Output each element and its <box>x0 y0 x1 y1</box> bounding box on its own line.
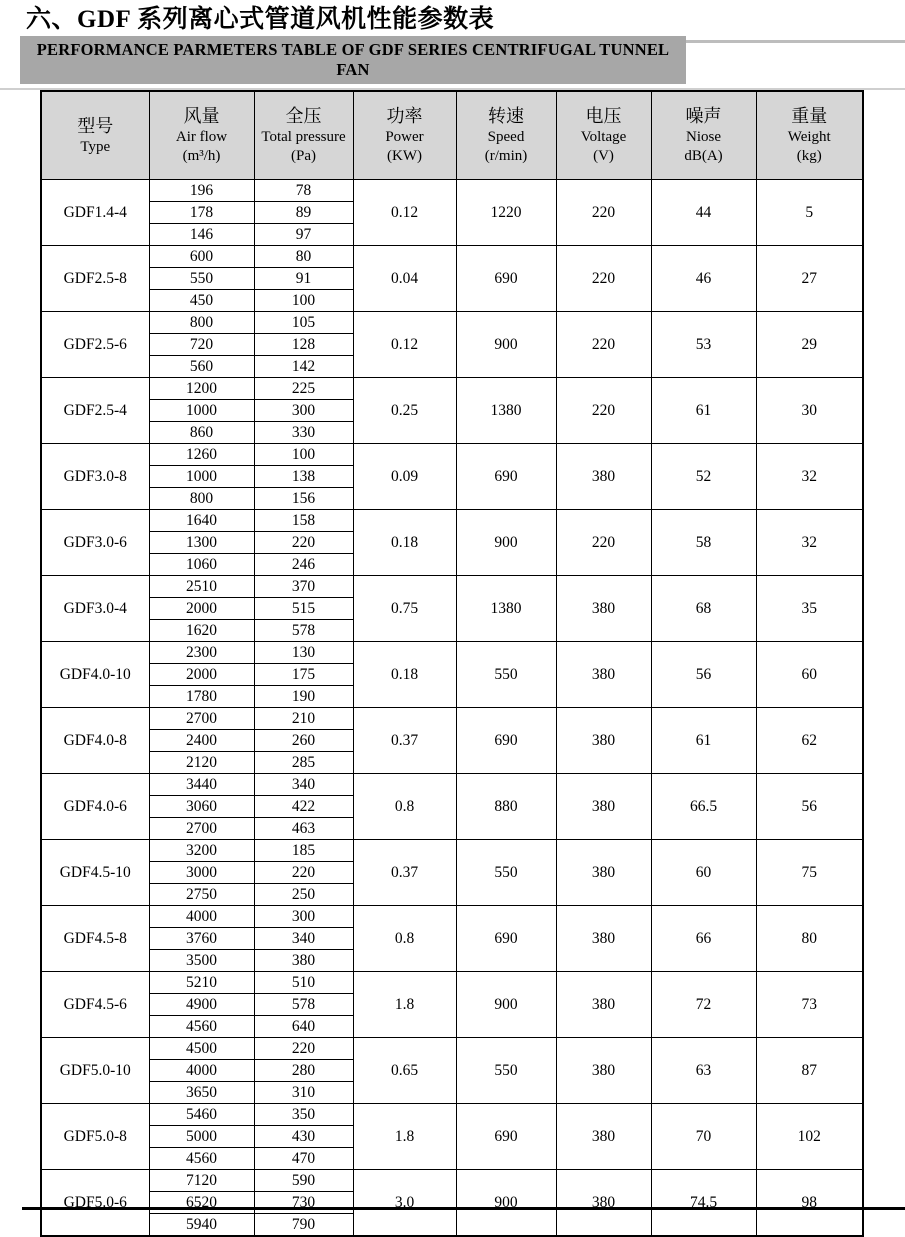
power-cell: 0.8 <box>353 774 456 840</box>
weight-cell: 102 <box>756 1104 863 1170</box>
pressure-cell: 130 <box>254 642 353 664</box>
speed-cell: 900 <box>456 972 556 1038</box>
pressure-cell: 142 <box>254 356 353 378</box>
col-header-noise-en: Niose <box>686 129 721 145</box>
voltage-cell: 380 <box>556 906 651 972</box>
airflow-cell: 1000 <box>149 400 254 422</box>
pressure-cell: 158 <box>254 510 353 532</box>
voltage-cell: 380 <box>556 774 651 840</box>
weight-cell: 5 <box>756 180 863 246</box>
pressure-cell: 190 <box>254 686 353 708</box>
model-cell: GDF4.0-6 <box>41 774 149 840</box>
airflow-cell: 2700 <box>149 818 254 840</box>
power-cell: 0.37 <box>353 840 456 906</box>
pressure-cell: 210 <box>254 708 353 730</box>
voltage-cell: 220 <box>556 378 651 444</box>
airflow-cell: 2400 <box>149 730 254 752</box>
airflow-cell: 1780 <box>149 686 254 708</box>
table-body <box>41 180 863 1237</box>
pressure-cell: 463 <box>254 818 353 840</box>
pressure-cell: 790 <box>254 1214 353 1237</box>
noise-cell: 46 <box>651 246 756 312</box>
speed-cell: 900 <box>456 312 556 378</box>
model-cell: GDF2.5-4 <box>41 378 149 444</box>
airflow-cell: 3060 <box>149 796 254 818</box>
table-row <box>41 246 863 268</box>
power-cell: 0.12 <box>353 312 456 378</box>
col-header-voltage-cn: 电压 <box>585 106 622 126</box>
noise-cell: 72 <box>651 972 756 1038</box>
airflow-cell: 196 <box>149 180 254 202</box>
col-header-pressure-cn: 全压 <box>285 106 322 126</box>
voltage-cell: 380 <box>556 1038 651 1104</box>
pressure-cell: 350 <box>254 1104 353 1126</box>
weight-cell: 87 <box>756 1038 863 1104</box>
airflow-cell: 800 <box>149 488 254 510</box>
model-cell: GDF4.0-10 <box>41 642 149 708</box>
col-header-noise <box>651 91 756 180</box>
airflow-cell: 1000 <box>149 466 254 488</box>
model-cell: GDF4.5-10 <box>41 840 149 906</box>
airflow-cell: 1300 <box>149 532 254 554</box>
model-cell: GDF3.0-4 <box>41 576 149 642</box>
pressure-cell: 105 <box>254 312 353 334</box>
voltage-cell: 380 <box>556 972 651 1038</box>
col-header-pressure-unit: (Pa) <box>291 148 316 164</box>
model-cell: GDF2.5-6 <box>41 312 149 378</box>
voltage-cell: 380 <box>556 1170 651 1237</box>
col-header-noise-cn: 噪声 <box>685 106 722 126</box>
col-header-noise-unit: dB(A) <box>684 148 723 164</box>
weight-cell: 75 <box>756 840 863 906</box>
col-header-type <box>41 91 149 180</box>
col-header-voltage-en: Voltage <box>580 129 627 145</box>
speed-cell: 550 <box>456 840 556 906</box>
airflow-cell: 1620 <box>149 620 254 642</box>
noise-cell: 44 <box>651 180 756 246</box>
voltage-cell: 220 <box>556 246 651 312</box>
airflow-cell: 4560 <box>149 1148 254 1170</box>
col-header-pressure-en: Total pressure <box>261 129 346 145</box>
col-header-power-cn: 功率 <box>386 106 423 126</box>
voltage-cell: 380 <box>556 708 651 774</box>
table-row <box>41 180 863 202</box>
pressure-cell: 128 <box>254 334 353 356</box>
pressure-cell: 590 <box>254 1170 353 1192</box>
pressure-cell: 510 <box>254 972 353 994</box>
voltage-cell: 220 <box>556 180 651 246</box>
col-header-type-cn: 型号 <box>77 115 114 136</box>
banner-row <box>20 36 905 84</box>
pressure-cell: 370 <box>254 576 353 598</box>
col-header-weight <box>756 91 863 180</box>
airflow-cell: 6520 <box>149 1192 254 1214</box>
col-header-speed-cn: 转速 <box>488 106 524 126</box>
speed-cell: 1380 <box>456 378 556 444</box>
col-header-airflow-cn: 风量 <box>183 106 220 126</box>
airflow-cell: 3500 <box>149 950 254 972</box>
airflow-cell: 4000 <box>149 1060 254 1082</box>
table-row <box>41 1170 863 1192</box>
col-header-weight-en: Weight <box>787 129 831 145</box>
speed-cell: 690 <box>456 246 556 312</box>
pressure-cell: 78 <box>254 180 353 202</box>
airflow-cell: 4000 <box>149 906 254 928</box>
table-row <box>41 576 863 598</box>
col-header-airflow-en: Air flow <box>175 129 228 145</box>
noise-cell: 52 <box>651 444 756 510</box>
model-cell: GDF4.5-6 <box>41 972 149 1038</box>
power-cell: 0.65 <box>353 1038 456 1104</box>
airflow-cell: 1640 <box>149 510 254 532</box>
speed-cell: 900 <box>456 1170 556 1237</box>
speed-cell: 690 <box>456 444 556 510</box>
pressure-cell: 175 <box>254 664 353 686</box>
table-row <box>41 312 863 334</box>
noise-cell: 74.5 <box>651 1170 756 1237</box>
airflow-cell: 5210 <box>149 972 254 994</box>
airflow-cell: 800 <box>149 312 254 334</box>
table-row <box>41 840 863 862</box>
airflow-cell: 720 <box>149 334 254 356</box>
pressure-cell: 340 <box>254 774 353 796</box>
speed-cell: 1220 <box>456 180 556 246</box>
power-cell: 0.18 <box>353 642 456 708</box>
pressure-cell: 310 <box>254 1082 353 1104</box>
weight-cell: 98 <box>756 1170 863 1237</box>
power-cell: 0.09 <box>353 444 456 510</box>
airflow-cell: 3760 <box>149 928 254 950</box>
power-cell: 0.04 <box>353 246 456 312</box>
table-row <box>41 510 863 532</box>
airflow-cell: 4500 <box>149 1038 254 1060</box>
speed-cell: 690 <box>456 906 556 972</box>
airflow-cell: 2510 <box>149 576 254 598</box>
noise-cell: 66.5 <box>651 774 756 840</box>
airflow-cell: 2700 <box>149 708 254 730</box>
airflow-cell: 5000 <box>149 1126 254 1148</box>
pressure-cell: 300 <box>254 400 353 422</box>
airflow-cell: 2000 <box>149 664 254 686</box>
noise-cell: 61 <box>651 708 756 774</box>
table-row <box>41 444 863 466</box>
model-cell: GDF4.5-8 <box>41 906 149 972</box>
pressure-cell: 260 <box>254 730 353 752</box>
model-cell: GDF5.0-8 <box>41 1104 149 1170</box>
power-cell: 0.8 <box>353 906 456 972</box>
noise-cell: 68 <box>651 576 756 642</box>
pressure-cell: 89 <box>254 202 353 224</box>
airflow-cell: 3200 <box>149 840 254 862</box>
pressure-cell: 225 <box>254 378 353 400</box>
pressure-cell: 156 <box>254 488 353 510</box>
pressure-cell: 220 <box>254 862 353 884</box>
model-cell: GDF1.4-4 <box>41 180 149 246</box>
weight-cell: 80 <box>756 906 863 972</box>
noise-cell: 63 <box>651 1038 756 1104</box>
table-row <box>41 972 863 994</box>
power-cell: 0.12 <box>353 180 456 246</box>
col-header-weight-cn: 重量 <box>791 106 828 126</box>
airflow-cell: 600 <box>149 246 254 268</box>
voltage-cell: 380 <box>556 840 651 906</box>
col-header-speed <box>456 91 556 180</box>
table-row <box>41 642 863 664</box>
pressure-cell: 340 <box>254 928 353 950</box>
table-row <box>41 906 863 928</box>
pressure-cell: 470 <box>254 1148 353 1170</box>
airflow-cell: 450 <box>149 290 254 312</box>
weight-cell: 60 <box>756 642 863 708</box>
weight-cell: 30 <box>756 378 863 444</box>
pressure-cell: 300 <box>254 906 353 928</box>
col-header-power-unit: (KW) <box>387 148 422 164</box>
table-row <box>41 774 863 796</box>
pressure-cell: 185 <box>254 840 353 862</box>
pressure-cell: 100 <box>254 444 353 466</box>
speed-cell: 550 <box>456 1038 556 1104</box>
pressure-cell: 640 <box>254 1016 353 1038</box>
pressure-cell: 380 <box>254 950 353 972</box>
model-cell: GDF3.0-6 <box>41 510 149 576</box>
col-header-power <box>353 91 456 180</box>
table-header <box>41 91 863 180</box>
voltage-cell: 380 <box>556 444 651 510</box>
bottom-page-rule <box>22 1207 905 1210</box>
model-cell: GDF5.0-10 <box>41 1038 149 1104</box>
table-row <box>41 378 863 400</box>
voltage-cell: 220 <box>556 312 651 378</box>
airflow-cell: 146 <box>149 224 254 246</box>
col-header-weight-unit: (kg) <box>796 148 822 164</box>
voltage-cell: 380 <box>556 1104 651 1170</box>
speed-cell: 880 <box>456 774 556 840</box>
noise-cell: 56 <box>651 642 756 708</box>
pressure-cell: 422 <box>254 796 353 818</box>
pressure-cell: 578 <box>254 620 353 642</box>
airflow-cell: 2120 <box>149 752 254 774</box>
voltage-cell: 380 <box>556 576 651 642</box>
power-cell: 1.8 <box>353 1104 456 1170</box>
airflow-cell: 5940 <box>149 1214 254 1237</box>
noise-cell: 58 <box>651 510 756 576</box>
col-header-airflow <box>149 91 254 180</box>
subtitle-banner: PERFORMANCE PARMETERS TABLE OF GDF SERIES CENTRIFUGAL TUNNEL FAN <box>20 36 686 84</box>
weight-cell: 62 <box>756 708 863 774</box>
noise-cell: 61 <box>651 378 756 444</box>
power-cell: 0.37 <box>353 708 456 774</box>
weight-cell: 29 <box>756 312 863 378</box>
pressure-cell: 578 <box>254 994 353 1016</box>
speed-cell: 900 <box>456 510 556 576</box>
model-cell: GDF3.0-8 <box>41 444 149 510</box>
airflow-cell: 3440 <box>149 774 254 796</box>
airflow-cell: 5460 <box>149 1104 254 1126</box>
pressure-cell: 246 <box>254 554 353 576</box>
airflow-cell: 1060 <box>149 554 254 576</box>
pressure-cell: 730 <box>254 1192 353 1214</box>
noise-cell: 66 <box>651 906 756 972</box>
airflow-cell: 7120 <box>149 1170 254 1192</box>
weight-cell: 32 <box>756 444 863 510</box>
pressure-cell: 220 <box>254 532 353 554</box>
airflow-cell: 2750 <box>149 884 254 906</box>
col-header-voltage-unit: (V) <box>593 148 614 164</box>
pressure-cell: 91 <box>254 268 353 290</box>
weight-cell: 73 <box>756 972 863 1038</box>
airflow-cell: 2000 <box>149 598 254 620</box>
speed-cell: 690 <box>456 1104 556 1170</box>
weight-cell: 27 <box>756 246 863 312</box>
performance-table <box>40 90 864 1237</box>
noise-cell: 53 <box>651 312 756 378</box>
pressure-cell: 80 <box>254 246 353 268</box>
page-title: 六、GDF 系列离心式管道风机性能参数表 <box>26 6 495 33</box>
pressure-cell: 250 <box>254 884 353 906</box>
model-cell: GDF5.0-6 <box>41 1170 149 1237</box>
table-row <box>41 708 863 730</box>
col-header-voltage <box>556 91 651 180</box>
airflow-cell: 3650 <box>149 1082 254 1104</box>
noise-cell: 70 <box>651 1104 756 1170</box>
col-header-type-en: Type <box>80 138 111 155</box>
pressure-cell: 97 <box>254 224 353 246</box>
voltage-cell: 380 <box>556 642 651 708</box>
pressure-cell: 330 <box>254 422 353 444</box>
model-cell: GDF2.5-8 <box>41 246 149 312</box>
table-row <box>41 1038 863 1060</box>
speed-cell: 1380 <box>456 576 556 642</box>
table-row <box>41 1104 863 1126</box>
airflow-cell: 1200 <box>149 378 254 400</box>
model-cell: GDF4.0-8 <box>41 708 149 774</box>
pressure-cell: 280 <box>254 1060 353 1082</box>
airflow-cell: 560 <box>149 356 254 378</box>
pressure-cell: 430 <box>254 1126 353 1148</box>
airflow-cell: 4560 <box>149 1016 254 1038</box>
header-row <box>41 91 863 180</box>
airflow-cell: 178 <box>149 202 254 224</box>
voltage-cell: 220 <box>556 510 651 576</box>
pressure-cell: 515 <box>254 598 353 620</box>
power-cell: 0.18 <box>353 510 456 576</box>
speed-cell: 690 <box>456 708 556 774</box>
power-cell: 1.8 <box>353 972 456 1038</box>
weight-cell: 32 <box>756 510 863 576</box>
col-header-pressure <box>254 91 353 180</box>
col-header-speed-en: Speed <box>487 129 525 145</box>
weight-cell: 56 <box>756 774 863 840</box>
airflow-cell: 860 <box>149 422 254 444</box>
speed-cell: 550 <box>456 642 556 708</box>
airflow-cell: 550 <box>149 268 254 290</box>
power-cell: 0.75 <box>353 576 456 642</box>
airflow-cell: 2300 <box>149 642 254 664</box>
airflow-cell: 3000 <box>149 862 254 884</box>
power-cell: 3.0 <box>353 1170 456 1237</box>
power-cell: 0.25 <box>353 378 456 444</box>
noise-cell: 60 <box>651 840 756 906</box>
pressure-cell: 138 <box>254 466 353 488</box>
pressure-cell: 285 <box>254 752 353 774</box>
pressure-cell: 100 <box>254 290 353 312</box>
col-header-airflow-unit: (m³/h) <box>182 148 221 164</box>
col-header-speed-unit: (r/min) <box>484 148 528 164</box>
airflow-cell: 1260 <box>149 444 254 466</box>
pressure-cell: 220 <box>254 1038 353 1060</box>
col-header-power-en: Power <box>385 129 424 145</box>
banner-rule <box>686 40 905 43</box>
airflow-cell: 4900 <box>149 994 254 1016</box>
weight-cell: 35 <box>756 576 863 642</box>
